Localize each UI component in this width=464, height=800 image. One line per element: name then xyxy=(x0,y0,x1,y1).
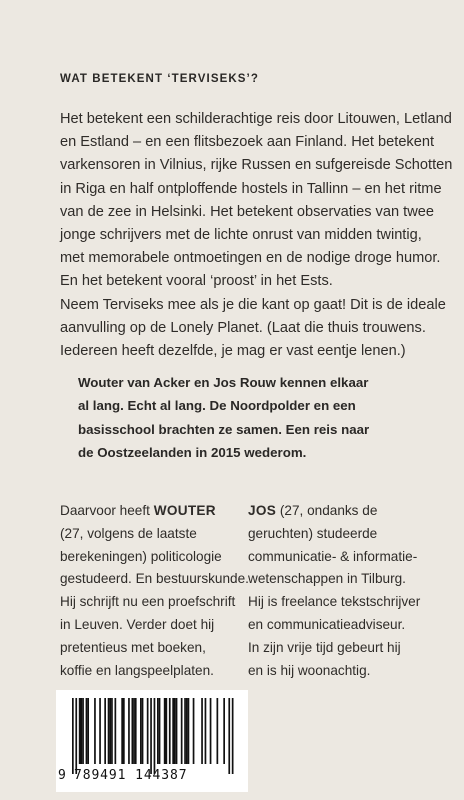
intro-paragraph xyxy=(60,108,453,363)
bio-line: communicatie- & informatie- xyxy=(248,548,418,564)
bio-line: pretentieus met boeken, xyxy=(60,639,206,655)
barcode-bar xyxy=(172,698,174,764)
barcode-bar xyxy=(99,698,101,764)
bio-line: (27, volgens de laatste xyxy=(60,525,197,541)
barcode-bar xyxy=(87,698,89,764)
section-heading: WAT BETEKENT ‘TERVISEKS’? xyxy=(60,73,259,85)
barcode-bar xyxy=(81,698,83,764)
bio-line: wetenschappen in Tilburg. xyxy=(248,571,406,587)
quote-line: basisschool brachten ze samen. Een reis naar xyxy=(78,421,370,437)
intro-line: En het betekent vooral ‘proost’ in het Ests. xyxy=(60,273,333,290)
barcode-bar xyxy=(184,698,186,764)
barcode-bar xyxy=(133,698,135,764)
intro-line: in Riga en half ontploffende hostels in Tallinn – en het ritme xyxy=(60,180,442,197)
barcode-bar xyxy=(82,698,84,764)
barcode-bar xyxy=(174,698,176,764)
intro-line: en Estland – en een flitsbezoek aan Finland. Het betekent xyxy=(60,134,435,151)
bio-line: Hij is freelance tekstschrijver xyxy=(248,594,421,610)
barcode-bar xyxy=(115,698,117,764)
quote-line: de Oostzeelanden in 2015 wederom. xyxy=(78,444,307,460)
barcode-guard-bar xyxy=(228,698,230,774)
barcode-bar xyxy=(176,698,178,764)
bio-line xyxy=(60,500,260,523)
intro-line: varkensoren in Vilnius, rijke Russen en sufgereisde Schotten xyxy=(60,157,453,174)
author-bio-wouter xyxy=(60,500,260,682)
barcode-bar xyxy=(205,698,207,764)
barcode-bar xyxy=(159,698,161,764)
barcode-bar xyxy=(186,698,188,764)
barcode-bar xyxy=(79,698,81,764)
quote-line: al lang. Echt al lang. De Noordpolder en een xyxy=(78,398,356,414)
barcode-bar xyxy=(121,698,123,764)
intro-line: Neem Terviseks mee als je die kant op gaat! Dit is de ideale xyxy=(60,296,446,313)
bio-line: Hij schrijft nu een proefschrift xyxy=(60,594,236,610)
barcode-bar xyxy=(223,698,225,764)
barcode-bar xyxy=(210,698,212,764)
barcode-bar xyxy=(109,698,111,764)
bio-line: en communicatieadviseur. xyxy=(248,616,406,632)
barcode-bar xyxy=(166,698,168,764)
bio-line: In zijn vrije tijd gebeurt hij xyxy=(248,639,401,655)
bio-line: gestudeerd. En bestuurskunde. xyxy=(60,571,249,587)
bio-prefix: Daarvoor heeft xyxy=(60,503,154,518)
isbn-digits: 789491 144387 xyxy=(74,768,188,783)
barcode-bar xyxy=(140,698,142,764)
barcode-bar xyxy=(157,698,159,764)
isbn-barcode xyxy=(56,690,248,792)
barcode-bar xyxy=(86,698,88,764)
bio-line: berekeningen) politicologie xyxy=(60,548,222,564)
barcode-bar xyxy=(147,698,149,764)
intro-line: jonge schrijvers met de lichte onrust van midden twintig, xyxy=(60,227,422,244)
bio-line xyxy=(248,500,448,523)
authors-quote xyxy=(78,371,438,464)
bio-line: geruchten) studeerde xyxy=(248,525,378,541)
barcode-bar xyxy=(201,698,203,764)
barcode-bar xyxy=(111,698,113,764)
quote-line: Wouter van Acker en Jos Rouw kennen elkaar xyxy=(78,375,369,390)
barcode-bar xyxy=(193,698,195,764)
bio-suffix: (27, ondanks de xyxy=(276,503,378,518)
barcode-bar xyxy=(169,698,171,764)
author-bio-jos xyxy=(248,500,448,682)
barcode-bar xyxy=(164,698,166,764)
intro-line: van de zee in Helsinki. Het betekent observaties van twee xyxy=(60,203,434,220)
barcode-bar xyxy=(188,698,190,764)
barcode-guard-bar xyxy=(150,698,152,774)
barcode-bar xyxy=(132,698,134,764)
barcode-bar xyxy=(217,698,219,764)
barcode-bar xyxy=(142,698,144,764)
barcode-guard-bar xyxy=(154,698,156,774)
barcode-bar xyxy=(181,698,183,764)
bio-line: koffie en langspeelplaten. xyxy=(60,662,214,678)
intro-line: Iedereen heeft dezelfde, je mag er vast eentje lenen.) xyxy=(60,343,406,360)
barcode-bar xyxy=(135,698,137,764)
barcode-guard-bar xyxy=(75,698,77,774)
intro-line: Het betekent een schilderachtige reis door Litouwen, Letland xyxy=(60,111,452,127)
bio-line: en is hij woonachtig. xyxy=(248,662,371,678)
barcode-guard-bar xyxy=(232,698,234,774)
barcode-bar xyxy=(108,698,110,764)
intro-line: aanvulling op de Lonely Planet. (Laat die thuis trouwens. xyxy=(60,319,426,336)
intro-line: met memorabele ontmoetingen en de nodige droge humor. xyxy=(60,250,441,267)
author-name-wouter: WOUTER xyxy=(153,503,216,518)
author-name-jos: JOS xyxy=(248,503,277,518)
barcode-bar xyxy=(123,698,125,764)
barcode-bar xyxy=(94,698,96,764)
isbn-lead-digit: 9 xyxy=(58,768,66,783)
barcode-bar xyxy=(128,698,130,764)
barcode-guard-bar xyxy=(72,698,74,774)
barcode-bar xyxy=(104,698,106,764)
bio-line: in Leuven. Verder doet hij xyxy=(60,616,215,632)
